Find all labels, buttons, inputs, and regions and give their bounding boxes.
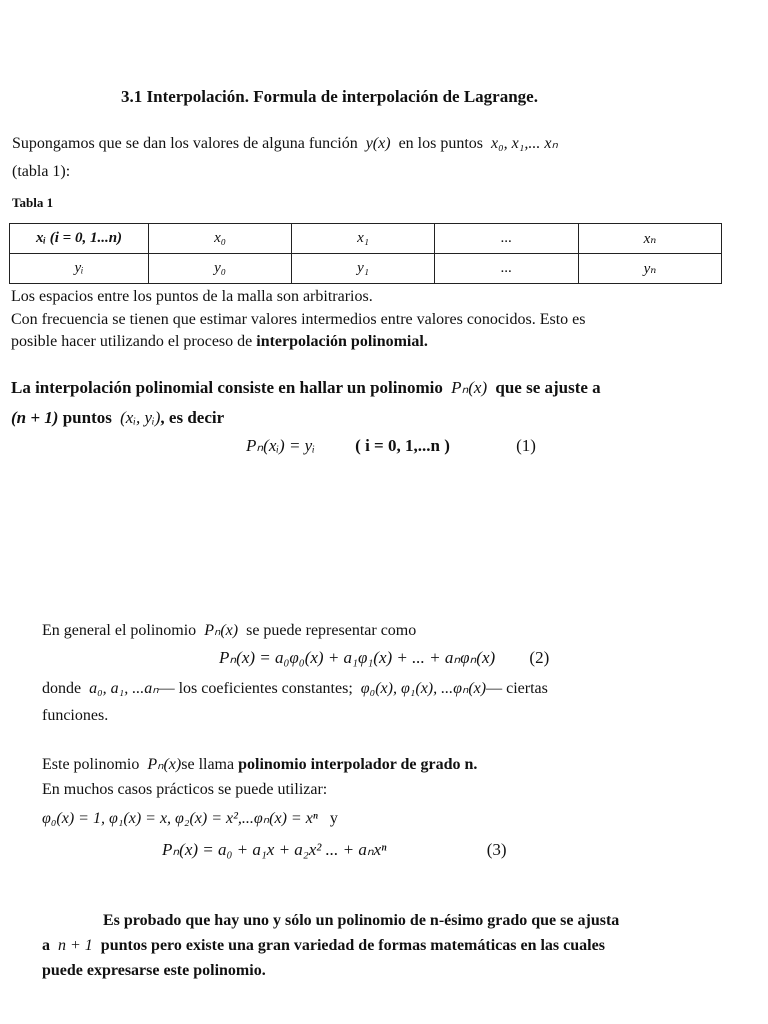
table-cell: y₀ [149, 254, 292, 284]
donde-funcs: φ₀(x), φ₁(x), ...φₙ(x) [360, 680, 487, 697]
table-cell: ... [435, 224, 579, 254]
eq2-expr: Pₙ(x) = a₀φ₀(x) + a₁φ₁(x) + ... + aₙφₙ(x) [219, 648, 496, 667]
intro-mid: en los puntos [398, 135, 484, 152]
intro-function: y(x) [365, 135, 391, 152]
general-text: En general el polinomio [42, 622, 197, 639]
phi-line [42, 808, 338, 828]
este-math: Pₙ(x) [147, 756, 182, 773]
final-line2 [42, 937, 605, 955]
muchos-line: En muchos casos prácticos se puede utilizar: [42, 781, 328, 798]
donde-line [42, 678, 548, 698]
intro-text: Supongamos que se dan los valores de alguna función [12, 135, 358, 152]
para1-line3-bold: interpolación polinomial. [256, 333, 428, 350]
intro-points: x₀, x₁,... xₙ [491, 135, 558, 152]
general-line [42, 620, 416, 640]
table-cell: yᵢ [10, 254, 149, 284]
table-label: Tabla 1 [12, 195, 54, 210]
donde-line2: funciones. [42, 707, 109, 724]
intro-line [12, 133, 558, 153]
este-line [42, 754, 477, 774]
general-text-b: se puede representar como [246, 622, 417, 639]
table-cell: yₙ [579, 254, 722, 284]
table-cell: xᵢ (i = 0, 1...n) [10, 224, 149, 254]
final-line1: Es probado que hay uno y sólo un polinomio de n-ésimo grado que se ajusta [103, 912, 620, 929]
eq3-number: (3) [486, 840, 507, 859]
este-text: Este polinomio [42, 756, 140, 773]
donde-word: donde [42, 680, 82, 697]
equation-2 [219, 648, 549, 668]
phi-y: y [329, 810, 338, 827]
para1-line3-text: posible hacer utilizando el proceso de [11, 333, 257, 350]
eq1-condition: ( i = 0, 1,...n ) [355, 436, 450, 455]
este-bold: polinomio interpolador de grado n. [238, 756, 478, 773]
para1-line3 [11, 333, 428, 351]
table-cell: x₁ [292, 224, 435, 254]
values-table [9, 223, 722, 284]
eq1-lhs: Pₙ(xᵢ) = yᵢ [246, 436, 315, 455]
interp-def-text-b: que se ajuste a [495, 378, 601, 397]
interp-def-esdecir: , es decir [160, 408, 225, 427]
interp-def-n1: (n + 1) [11, 408, 59, 427]
donde-text-a: — los coeficientes constantes; [158, 680, 353, 697]
intro-line2: (tabla 1): [12, 163, 71, 180]
section-title: 3.1 Interpolación. Formula de interpolación de Lagrange. [121, 87, 538, 106]
final-line3: puede expresarse este polinomio. [42, 962, 266, 979]
table-cell: ... [435, 254, 579, 284]
interp-def-math: Pₙ(x) [451, 378, 488, 397]
table-row [10, 224, 722, 254]
donde-text-b: — ciertas [486, 680, 548, 697]
final-math: n + 1 [58, 937, 93, 954]
phi-expr: φ₀(x) = 1, φ₁(x) = x, φ₂(x) = x²,...φₙ(x) = xⁿ [42, 810, 318, 827]
table-cell: x₀ [149, 224, 292, 254]
donde-coefs: a₀, a₁, ...aₙ [89, 680, 159, 697]
table-row [10, 254, 722, 284]
interp-def-text: La interpolación polinomial consiste en hallar un polinomio [11, 378, 443, 397]
final-a: a [42, 937, 50, 954]
equation-3 [162, 840, 507, 860]
interp-def-xy: (xᵢ, yᵢ) [120, 408, 161, 427]
interp-def-line2 [11, 408, 224, 428]
este-text-b: se llama [181, 756, 235, 773]
para1-line1: Los espacios entre los puntos de la malla son arbitrarios. [11, 288, 373, 305]
table-cell: y₁ [292, 254, 435, 284]
eq2-number: (2) [529, 648, 550, 667]
interp-def-line1 [11, 378, 601, 398]
eq1-number: (1) [516, 436, 536, 455]
general-math: Pₙ(x) [204, 622, 239, 639]
equation-1 [246, 436, 536, 456]
eq3-expr: Pₙ(x) = a₀ + a₁x + a₂x² ... + aₙxⁿ [162, 840, 387, 859]
table-cell: xₙ [579, 224, 722, 254]
para1-line2: Con frecuencia se tienen que estimar valores intermedios entre valores conocidos. Esto es [11, 311, 586, 328]
final-text: puntos pero existe una gran variedad de formas matemáticas en las cuales [100, 937, 605, 954]
interp-def-puntos: puntos [62, 408, 112, 427]
